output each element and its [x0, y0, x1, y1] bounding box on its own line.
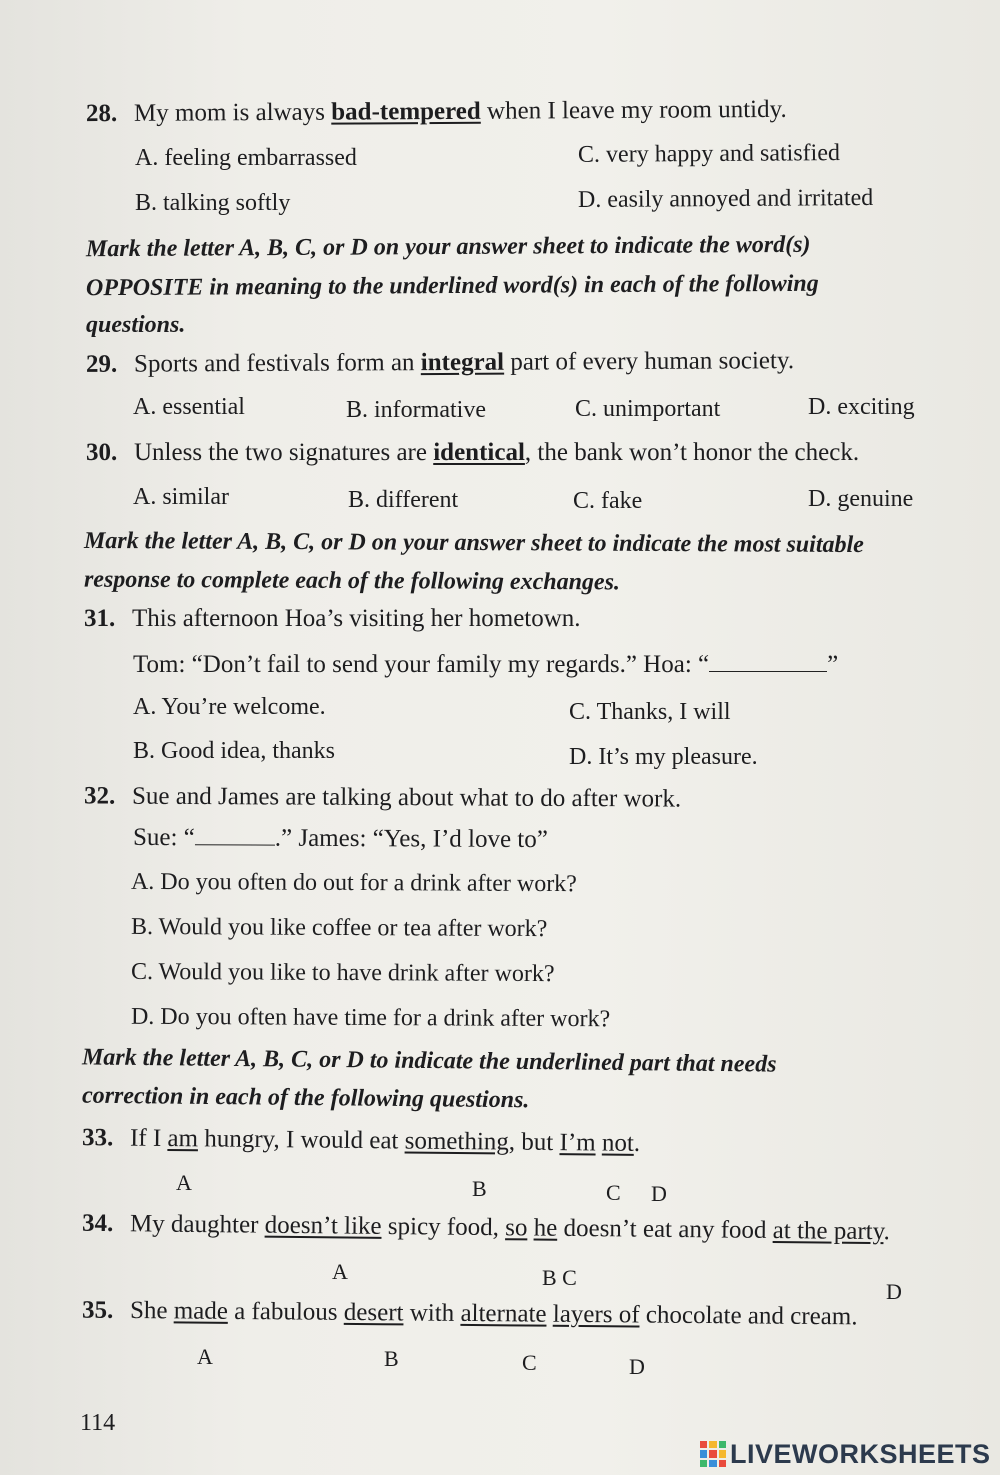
question-number: 35. — [81, 1296, 114, 1324]
instruction-line: questions. — [86, 312, 186, 338]
underlined-part-b[interactable]: something — [404, 1127, 510, 1156]
question-number: 30. — [86, 439, 118, 466]
option-d[interactable]: D. genuine — [808, 486, 914, 512]
question-35: 35. She made a fabulous desert with alternate layers of chocolate and cream. — [81, 1296, 858, 1331]
underlined-part-c[interactable]: I’m — [559, 1129, 596, 1157]
instruction-line: Mark the letter A, B, C, or D on your answer sheet to indicate the most suitable — [83, 527, 864, 559]
instruction-line: Mark the letter A, B, C, or D to indicate the underlined part that needs — [81, 1044, 777, 1078]
option-b[interactable]: B. different — [348, 487, 459, 513]
option-a[interactable]: A. You’re welcome. — [133, 694, 326, 720]
underlined-part-b[interactable]: desert — [343, 1298, 404, 1327]
watermark-text: LIVEWORKSHEETS — [730, 1438, 991, 1469]
page-number: 114 — [80, 1410, 116, 1436]
question-number: 29. — [85, 350, 118, 378]
underlined-word: bad-tempered — [331, 97, 481, 126]
option-b[interactable]: B. informative — [346, 397, 486, 423]
underlined-part-a[interactable]: doesn’t like — [264, 1211, 382, 1240]
underlined-word: integral — [420, 348, 505, 377]
dialogue-31: Tom: “Don’t fail to send your family my regards.” Hoa: “ ” — [133, 651, 839, 678]
instruction-line: response to complete each of the following exchanges. — [83, 566, 621, 596]
option-b[interactable]: B. Would you like coffee or tea after work? — [130, 913, 548, 943]
option-d[interactable]: D. It’s my pleasure. — [569, 744, 758, 770]
question-number: 28. — [85, 99, 118, 128]
answer-blank[interactable] — [709, 651, 827, 672]
label-c: C — [522, 1350, 537, 1375]
option-a[interactable]: A. essential — [133, 394, 245, 420]
underlined-part-a[interactable]: am — [167, 1124, 199, 1153]
question-number: 34. — [81, 1209, 114, 1238]
question-number: 31. — [84, 605, 116, 632]
liveworksheets-mark-icon — [700, 1441, 726, 1467]
option-c[interactable]: C. Would you like to have drink after work? — [130, 958, 555, 988]
label-c: C — [606, 1180, 621, 1205]
option-d[interactable]: D. exciting — [808, 394, 915, 420]
question-28: 28. My mom is always bad-tempered when I leave my room untidy. — [85, 95, 787, 128]
question-30: 30. Unless the two signatures are identical, the bank won’t honor the check. — [86, 439, 860, 466]
dialogue-32: Sue: “ .” James: “Yes, I’d love to” — [132, 823, 548, 854]
underlined-part-c[interactable]: alternate — [460, 1299, 547, 1328]
label-a: A — [176, 1170, 192, 1195]
underlined-part-c[interactable]: he — [533, 1214, 558, 1242]
label-a: A — [197, 1344, 213, 1369]
label-d: D — [651, 1181, 667, 1206]
underlined-part-d[interactable]: at the party — [772, 1217, 884, 1246]
underlined-part-d[interactable]: layers of — [552, 1300, 640, 1329]
answer-blank[interactable] — [195, 824, 275, 845]
option-b[interactable]: B. talking softly — [135, 190, 291, 216]
underlined-part-d[interactable]: not — [601, 1129, 635, 1157]
option-b[interactable]: B. Good idea, thanks — [133, 738, 335, 764]
label-a: A — [332, 1259, 348, 1284]
question-number: 33. — [81, 1124, 114, 1152]
question-33: 33. If I am hungry, I would eat something, but I’m not. — [81, 1124, 641, 1157]
label-b: B — [384, 1346, 399, 1371]
label-bc: B C — [542, 1265, 577, 1290]
option-c[interactable]: C. Thanks, I will — [569, 699, 731, 725]
instruction-line: OPPOSITE in meaning to the underlined word(s) in each of the following — [85, 270, 819, 302]
option-a[interactable]: A. similar — [133, 484, 229, 510]
option-c[interactable]: C. very happy and satisfied — [577, 140, 841, 168]
question-34: 34. My daughter doesn’t like spicy food, so he doesn’t eat any food at the party. — [81, 1209, 890, 1246]
option-d[interactable]: D. Do you often have time for a drink after work? — [130, 1003, 611, 1033]
instruction-line: correction in each of the following questions. — [81, 1082, 530, 1114]
underlined-word: identical — [433, 439, 525, 466]
question-32: 32. Sue and James are talking about what to do after work. — [83, 782, 682, 813]
underlined-part-b[interactable]: so — [505, 1214, 528, 1242]
liveworksheets-logo — [700, 1436, 991, 1472]
label-d: D — [629, 1354, 645, 1379]
option-a[interactable]: A. Do you often do out for a drink after work? — [130, 868, 577, 898]
underlined-part-a[interactable]: made — [173, 1297, 229, 1325]
question-31: 31. This afternoon Hoa’s visiting her hometown. — [84, 605, 581, 632]
option-d[interactable]: D. easily annoyed and irritated — [577, 184, 874, 214]
instruction-line: Mark the letter A, B, C, or D on your answer sheet to indicate the word(s) — [85, 231, 811, 263]
option-a[interactable]: A. feeling embarrassed — [135, 145, 357, 171]
label-b: B — [472, 1176, 487, 1201]
option-c[interactable]: C. fake — [573, 488, 643, 514]
question-29: 29. Sports and festivals form an integral part of every human society. — [85, 347, 795, 378]
question-number: 32. — [83, 782, 116, 810]
option-c[interactable]: C. unimportant — [575, 396, 721, 422]
label-d: D — [886, 1279, 902, 1304]
